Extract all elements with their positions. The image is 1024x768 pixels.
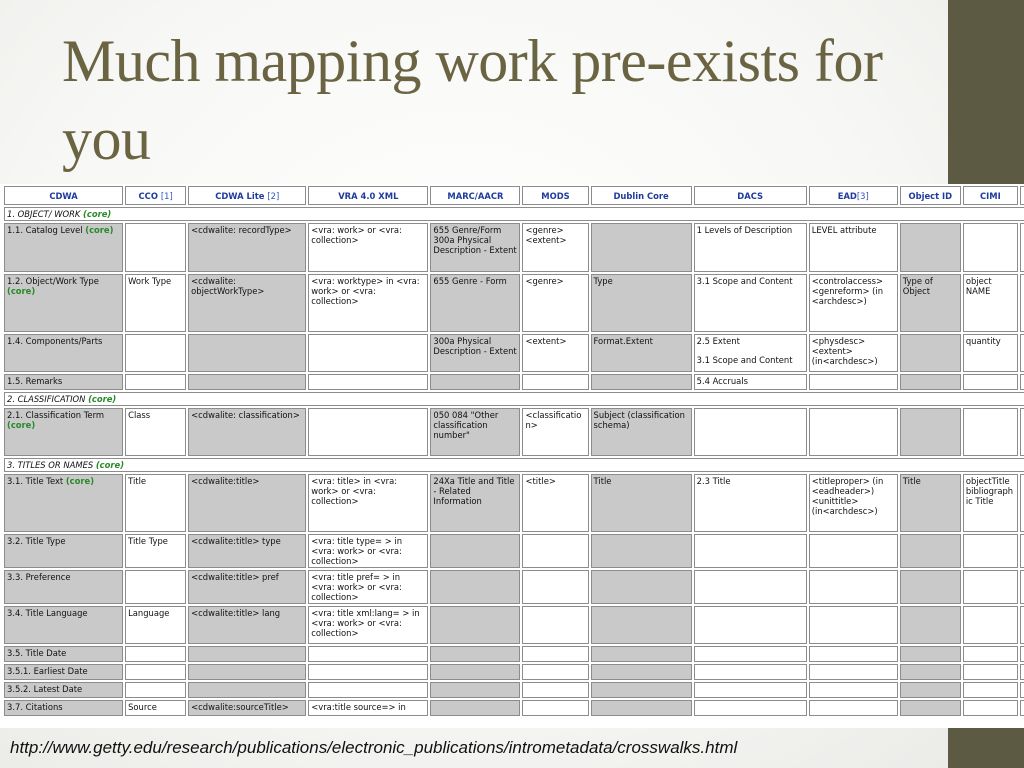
cimi-cell — [963, 223, 1018, 272]
mods-cell: <classification> — [522, 408, 588, 456]
element-cell: 2.1. Classification Term (core) — [4, 408, 123, 456]
element-cell: 3.3. Preference — [4, 570, 123, 604]
table-row — [4, 534, 1024, 568]
cco-cell: Title — [125, 474, 186, 532]
cimi-cell: objectTitle bibliographic Title — [963, 474, 1018, 532]
element-cell: 3.7. Citations — [4, 700, 123, 716]
header-ead: EAD[3] — [809, 186, 898, 205]
table-row — [4, 646, 1024, 662]
table-row — [4, 664, 1024, 680]
element-cell: 1.1. Catalog Level (core) — [4, 223, 123, 272]
vra-cell: <vra: title xml:lang= > in <vra: work> or <vra: collection> — [308, 606, 428, 644]
mods-cell: <genre> <extent> — [522, 223, 588, 272]
cdwa-lite-cell: <cdwalite:title> lang — [188, 606, 306, 644]
vra-cell: <vra: title> in <vra: work> or <vra: collection> — [308, 474, 428, 532]
object-id-cell — [900, 223, 961, 272]
header-object-id: Object ID — [900, 186, 961, 205]
accent-bar-top — [948, 0, 1024, 184]
cdwa-lite-cell: <cdwalite: objectWorkType> — [188, 274, 306, 332]
marc-cell: 655 Genre/Form 300a Physical Description - Extent — [430, 223, 520, 272]
cco-cell: Class — [125, 408, 186, 456]
source-url: http://www.getty.edu/research/publications/electronic_publications/intrometadata/crosswalks.html — [10, 738, 738, 757]
cco-cell — [125, 334, 186, 372]
table-row — [4, 274, 1024, 332]
object-id-cell — [900, 334, 961, 372]
dublin-core-cell: Subject (classification schema) — [591, 408, 692, 456]
table-row — [4, 570, 1024, 604]
slide-title: Much mapping work pre-exists for you — [62, 28, 883, 172]
object-id-cell — [900, 408, 961, 456]
crosswalk-table — [2, 184, 1024, 718]
overflow-cell — [1020, 334, 1024, 372]
marc-cell: 24Xa Title and Title - Related Information — [430, 474, 520, 532]
cco-cell: Title Type — [125, 534, 186, 568]
element-cell: 3.5. Title Date — [4, 646, 123, 662]
vra-cell: <vra: title pref= > in <vra: work> or <vra: collection> — [308, 570, 428, 604]
cdwa-lite-cell: <cdwalite: classification> — [188, 408, 306, 456]
dacs-cell: 5.4 Accruals — [694, 374, 807, 390]
dacs-cell: 2.5 Extent 3.1 Scope and Content — [694, 334, 807, 372]
ead-cell — [809, 408, 898, 456]
element-cell: 3.4. Title Language — [4, 606, 123, 644]
cimi-cell — [963, 408, 1018, 456]
marc-cell: 655 Genre - Form — [430, 274, 520, 332]
element-cell: 1.4. Components/Parts — [4, 334, 123, 372]
accent-bar-bottom — [948, 728, 1024, 768]
header-cimi: CIMI — [963, 186, 1018, 205]
mods-cell: <genre> — [522, 274, 588, 332]
cdwa-lite-cell: <cdwalite: recordType> — [188, 223, 306, 272]
mods-cell: <extent> — [522, 334, 588, 372]
table-row — [4, 334, 1024, 372]
object-id-cell: Type of Object — [900, 274, 961, 332]
cdwa-lite-cell: <cdwalite:title> — [188, 474, 306, 532]
cdwa-lite-cell: <cdwalite:sourceTitle> — [188, 700, 306, 716]
header-dacs: DACS — [694, 186, 807, 205]
crosswalk-table-image — [0, 184, 1024, 728]
header-cdwa: CDWA — [4, 186, 123, 205]
header-marc: MARC/AACR — [430, 186, 520, 205]
element-cell: 3.5.1. Earliest Date — [4, 664, 123, 680]
overflow-cell — [1020, 223, 1024, 272]
table-row — [4, 700, 1024, 716]
dublin-core-cell: Type — [591, 274, 692, 332]
table-row — [4, 606, 1024, 644]
element-cell: 3.2. Title Type — [4, 534, 123, 568]
dacs-cell: 1 Levels of Description — [694, 223, 807, 272]
section-label: 1. OBJECT/ WORK (core) — [4, 207, 1024, 221]
element-cell: 3.5.2. Latest Date — [4, 682, 123, 698]
element-cell: 1.5. Remarks — [4, 374, 123, 390]
overflow-cell — [1020, 274, 1024, 332]
vra-cell: <vra: worktype> in <vra: work> or <vra: collection> — [308, 274, 428, 332]
vra-cell — [308, 334, 428, 372]
header-vra: VRA 4.0 XML — [308, 186, 428, 205]
header-cdwa-lite: CDWA Lite [2] — [188, 186, 306, 205]
section-label: 3. TITLES OR NAMES (core) — [4, 458, 1024, 472]
dacs-cell: 3.1 Scope and Content — [694, 274, 807, 332]
cco-cell — [125, 223, 186, 272]
table-row — [4, 408, 1024, 456]
dacs-cell: 2.3 Title — [694, 474, 807, 532]
marc-cell: 050 084 "Other classification number" — [430, 408, 520, 456]
table-row — [4, 474, 1024, 532]
element-cell: 3.1. Title Text (core) — [4, 474, 123, 532]
dublin-core-cell — [591, 223, 692, 272]
vra-cell: <vra:title source=> in — [308, 700, 428, 716]
element-cell: 1.2. Object/Work Type (core) — [4, 274, 123, 332]
marc-cell: 300a Physical Description - Extent — [430, 334, 520, 372]
table-row — [4, 374, 1024, 390]
header-mods: MODS — [522, 186, 588, 205]
vra-cell: <vra: title type= > in <vra: work> or <vra: collection> — [308, 534, 428, 568]
cdwa-lite-cell — [188, 334, 306, 372]
table-header-row — [4, 186, 1024, 205]
overflow-cell — [1020, 408, 1024, 456]
overflow-cell — [1020, 474, 1024, 532]
cdwa-lite-cell: <cdwalite:title> type — [188, 534, 306, 568]
cdwa-lite-cell: <cdwalite:title> pref — [188, 570, 306, 604]
header-dublin-core: Dublin Core — [591, 186, 692, 205]
section-label: 2. CLASSIFICATION (core) — [4, 392, 1024, 406]
section-row — [4, 207, 1024, 221]
header-overflow — [1020, 186, 1024, 205]
vra-cell — [308, 408, 428, 456]
ead-cell: <controlaccess> <genreform> (in <archdesc>) — [809, 274, 898, 332]
header-cco: CCO [1] — [125, 186, 186, 205]
table-row — [4, 682, 1024, 698]
cco-cell — [125, 570, 186, 604]
dublin-core-cell: Format.Extent — [591, 334, 692, 372]
cimi-cell: quantity — [963, 334, 1018, 372]
dublin-core-cell: Title — [591, 474, 692, 532]
ead-cell: LEVEL attribute — [809, 223, 898, 272]
object-id-cell: Title — [900, 474, 961, 532]
ead-cell: <titleproper> (in <eadheader>) <unittitle> (in<archdesc>) — [809, 474, 898, 532]
dacs-cell — [694, 408, 807, 456]
ead-cell: <physdesc> <extent> (in<archdesc>) — [809, 334, 898, 372]
vra-cell: <vra: work> or <vra: collection> — [308, 223, 428, 272]
table-row — [4, 223, 1024, 272]
cimi-cell: object NAME — [963, 274, 1018, 332]
cco-cell: Work Type — [125, 274, 186, 332]
cco-cell: Language — [125, 606, 186, 644]
cco-cell: Source — [125, 700, 186, 716]
section-row — [4, 458, 1024, 472]
section-row — [4, 392, 1024, 406]
mods-cell: <title> — [522, 474, 588, 532]
